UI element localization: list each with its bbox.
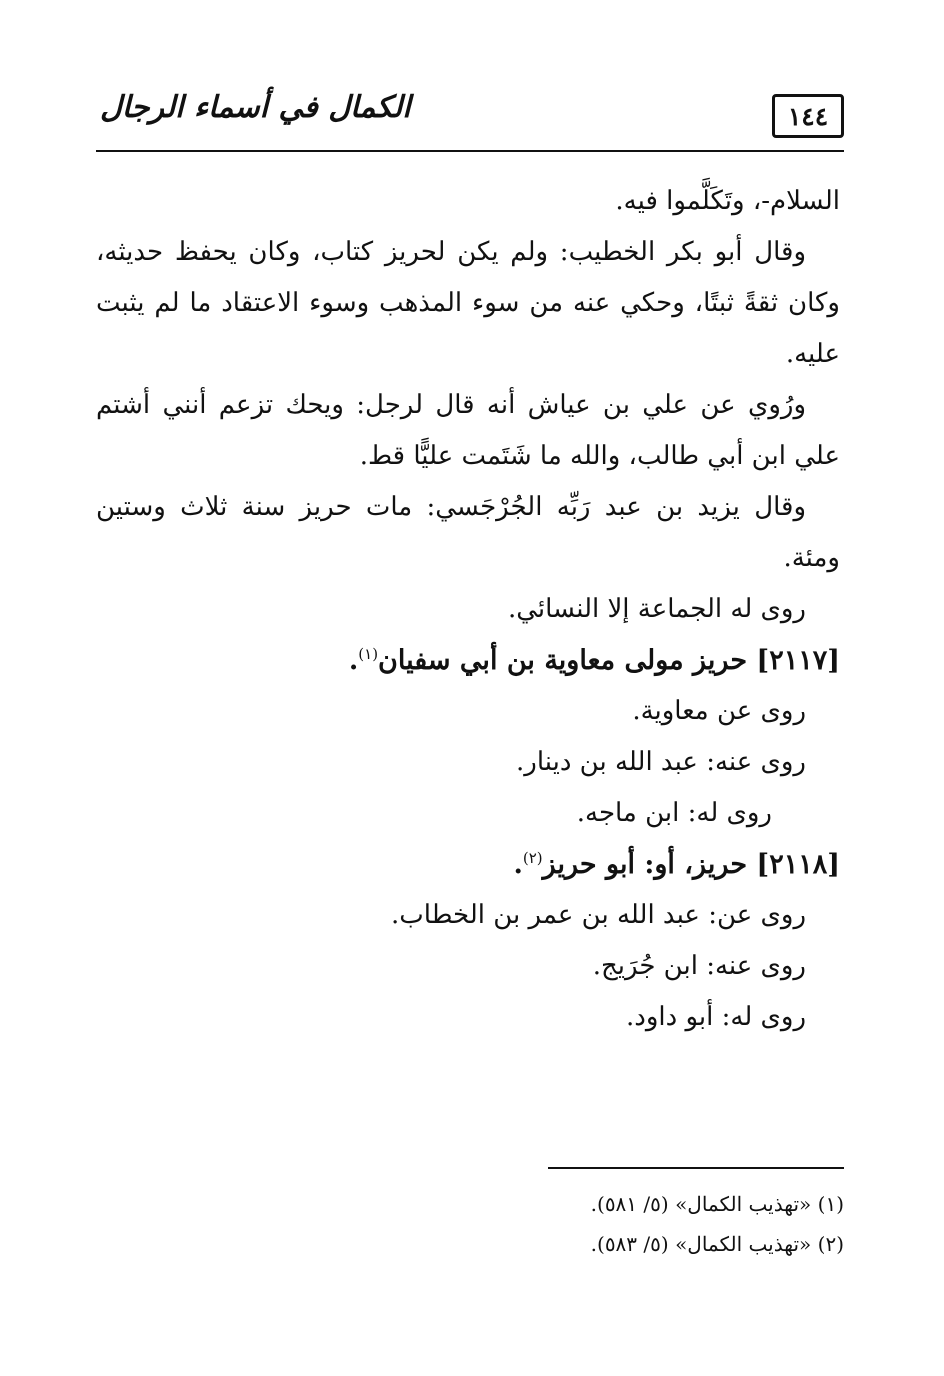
entry-title: حريز، أو: أبو حريز	[542, 849, 748, 880]
running-title: الكمال في أسماء الرجال	[100, 90, 411, 125]
entry-number: [٢١١٨]	[756, 849, 840, 880]
entry-line: روى عنه: ابن جُرَيج.	[592, 951, 806, 981]
page-number: ١٤٤	[772, 94, 844, 138]
paragraph: ورُوي عن علي بن عياش أنه قال لرجل: ويحك تزعم أنني أشتم علي ابن أبي طالب، والله ما شَتَمت عليًّا قط.	[96, 390, 840, 471]
entry-line: روى له: ابن ماجه.	[576, 798, 772, 828]
entry-end: .	[513, 849, 523, 880]
paragraph: السلام-، وتَكَلَّموا فيه.	[615, 186, 840, 216]
header-divider	[96, 150, 844, 152]
entry-line: روى عن: عبد الله بن عمر بن الخطاب.	[391, 900, 806, 930]
footnote: (٢) «تهذيب الكمال» (٥/ ٥٨٣).	[590, 1232, 844, 1256]
main-text	[96, 176, 840, 1043]
footnote: (١) «تهذيب الكمال» (٥/ ٥٨١).	[590, 1192, 844, 1216]
footnote-ref[interactable]: (٢)	[522, 849, 543, 867]
footnote-divider	[548, 1167, 844, 1169]
entry-title: حريز مولى معاوية بن أبي سفيان	[378, 645, 748, 676]
paragraph: وقال أبو بكر الخطيب: ولم يكن لحريز كتاب، وكان يحفظ حديثه، وكان ثقةً ثبتًا، وحكي عنه من سوء المذهب وسوء الاعتقاد ما لم يثبت عليه.	[96, 237, 840, 369]
entry-heading	[96, 635, 840, 686]
paragraph: وقال يزيد بن عبد رَبِّه الجُرْجَسي: مات حريز سنة ثلاث وستين ومئة.	[96, 492, 840, 573]
entry-number: [٢١١٧]	[756, 645, 840, 676]
entry-heading	[96, 839, 840, 890]
entry-line: روى عن معاوية.	[632, 696, 806, 726]
paragraph: روى له الجماعة إلا النسائي.	[507, 594, 806, 624]
entry-line: روى له: أبو داود.	[626, 1002, 806, 1032]
page-header	[96, 88, 844, 154]
entry-line: روى عنه: عبد الله بن دينار.	[516, 747, 806, 777]
footnotes	[96, 1184, 844, 1264]
entry-end: .	[348, 645, 359, 676]
footnote-ref[interactable]: (١)	[358, 645, 379, 663]
